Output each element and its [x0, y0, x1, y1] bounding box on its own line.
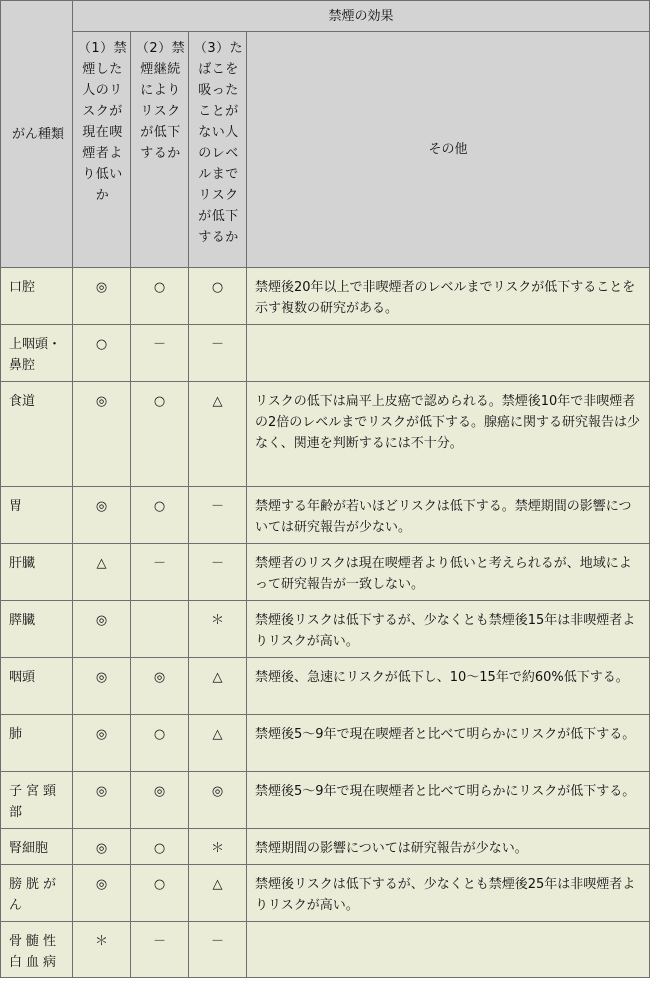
col3-mark: －	[189, 922, 247, 978]
col3-mark: △	[189, 865, 247, 922]
col1-mark: ◎	[73, 772, 131, 829]
note-cell: 禁煙後20年以上で非喫煙者のレベルまでリスクが低下することを示す複数の研究がある。	[247, 268, 650, 325]
note-cell: 禁煙後5～9年で現在喫煙者と比べて明らかにリスクが低下する。	[247, 715, 650, 772]
col2-mark: ○	[131, 382, 189, 487]
col1-mark: ◎	[73, 601, 131, 658]
col2-mark: ○	[131, 268, 189, 325]
col3-mark: △	[189, 382, 247, 487]
table-row	[1, 922, 650, 978]
header-effect-group: 禁煙の効果	[73, 1, 650, 32]
cancer-type-cell: 膀胱がん	[1, 865, 73, 922]
header-other: その他	[247, 32, 650, 268]
col3-mark: －	[189, 544, 247, 601]
col2-mark: －	[131, 544, 189, 601]
col2-mark: ○	[131, 487, 189, 544]
note-cell: 禁煙後、急速にリスクが低下し、10～15年で約60%低下する。	[247, 658, 650, 715]
table-row	[1, 772, 650, 829]
col3-mark: －	[189, 487, 247, 544]
cancer-type-cell: 肺	[1, 715, 73, 772]
note-cell: 禁煙後5～9年で現在喫煙者と比べて明らかにリスクが低下する。	[247, 772, 650, 829]
cancer-type-cell: 腎細胞	[1, 829, 73, 865]
cancer-type-cell: 子宮頸部	[1, 772, 73, 829]
table-row	[1, 601, 650, 658]
col1-mark: ◎	[73, 658, 131, 715]
note-cell: 禁煙する年齢が若いほどリスクは低下する。禁煙期間の影響については研究報告が少ない。	[247, 487, 650, 544]
cancer-type-cell: 骨髄性白血病	[1, 922, 73, 978]
col1-mark: ＊	[73, 922, 131, 978]
table-row	[1, 268, 650, 325]
col1-mark: ◎	[73, 382, 131, 487]
col2-mark: ◎	[131, 772, 189, 829]
cancer-type-cell: 肝臓	[1, 544, 73, 601]
col2-mark: ◎	[131, 658, 189, 715]
table-row	[1, 715, 650, 772]
cancer-type-cell: 食道	[1, 382, 73, 487]
header-col1: （1）禁煙した人のリスクが現在喫煙者より低いか	[73, 32, 131, 268]
col3-mark: ○	[189, 268, 247, 325]
note-cell	[247, 325, 650, 382]
col2-mark: ○	[131, 865, 189, 922]
col3-mark: －	[189, 325, 247, 382]
note-cell: 禁煙後リスクは低下するが、少なくとも禁煙後25年は非喫煙者よりリスクが高い。	[247, 865, 650, 922]
col3-mark: ◎	[189, 772, 247, 829]
header-col2: （2）禁煙継続によりリスクが低下するか	[131, 32, 189, 268]
note-cell	[247, 922, 650, 978]
col3-mark: ＊	[189, 829, 247, 865]
cancer-type-cell: 膵臓	[1, 601, 73, 658]
table-row	[1, 382, 650, 487]
cancer-type-cell: 胃	[1, 487, 73, 544]
col1-mark: ◎	[73, 865, 131, 922]
col1-mark: ◎	[73, 715, 131, 772]
table-row	[1, 544, 650, 601]
note-cell: 禁煙後リスクは低下するが、少なくとも禁煙後15年は非喫煙者よりリスクが高い。	[247, 601, 650, 658]
col1-mark: ◎	[73, 487, 131, 544]
col2-mark	[131, 601, 189, 658]
note-cell: 禁煙期間の影響については研究報告が少ない。	[247, 829, 650, 865]
cancer-type-cell: 咽頭	[1, 658, 73, 715]
header-cancer-type: がん種類	[1, 1, 73, 268]
col3-mark: △	[189, 715, 247, 772]
col1-mark: △	[73, 544, 131, 601]
table-row	[1, 487, 650, 544]
note-cell: リスクの低下は扁平上皮癌で認められる。禁煙後10年で非喫煙者の2倍のレベルまでリスクが低下する。腺癌に関する研究報告は少なく、関連を判断するには不十分。	[247, 382, 650, 487]
col2-mark: ○	[131, 829, 189, 865]
table-row	[1, 658, 650, 715]
header-col3: （3）たばこを吸ったことがない人のレベルまでリスクが低下するか	[189, 32, 247, 268]
table-row	[1, 829, 650, 865]
col2-mark: ○	[131, 715, 189, 772]
cancer-type-cell: 上咽頭・鼻腔	[1, 325, 73, 382]
cancer-type-cell: 口腔	[1, 268, 73, 325]
col1-mark: ◎	[73, 829, 131, 865]
col2-mark: －	[131, 922, 189, 978]
col3-mark: ＊	[189, 601, 247, 658]
note-cell: 禁煙者のリスクは現在喫煙者より低いと考えられるが、地域によって研究報告が一致しない。	[247, 544, 650, 601]
col2-mark: －	[131, 325, 189, 382]
col1-mark: ○	[73, 325, 131, 382]
table-row	[1, 865, 650, 922]
col1-mark: ◎	[73, 268, 131, 325]
col3-mark: △	[189, 658, 247, 715]
table-row	[1, 325, 650, 382]
